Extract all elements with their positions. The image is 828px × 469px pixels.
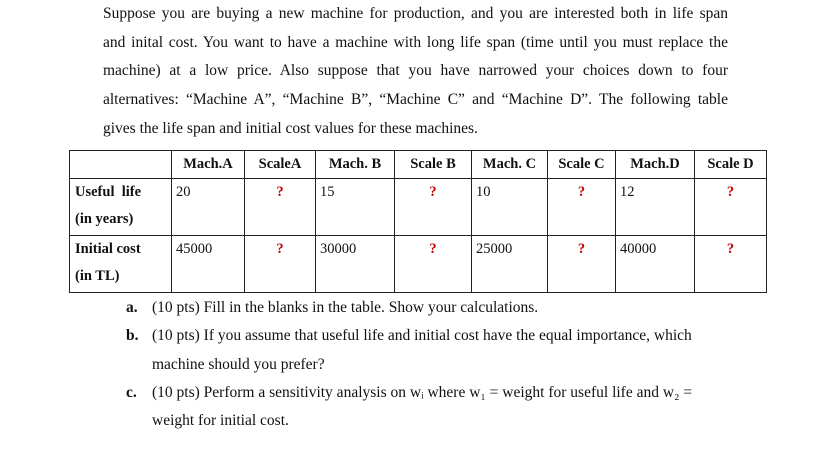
question-letter: a.: [126, 299, 138, 316]
row-label-line2: (in years): [75, 211, 134, 227]
table-cell: 45000: [172, 236, 245, 293]
missing-value-cell: ?: [245, 179, 316, 236]
missing-value-cell: ?: [395, 179, 472, 236]
question-text-line: (10 pts) Perform a sensitivity analysis on wᵢ where w₁ = weight for useful life and w₂ =: [152, 383, 693, 401]
intro-line: gives the life span and initial cost values for these machines.: [103, 119, 478, 137]
question-list: [126, 294, 736, 435]
table-cell: 40000: [616, 236, 695, 293]
table-row: [70, 179, 767, 236]
row-label-line2: (in TL): [75, 268, 120, 284]
table-row: [70, 236, 767, 293]
table-header-row: [70, 151, 767, 179]
missing-value-cell: ?: [548, 179, 616, 236]
intro-line: and inital cost. You want to have a machine with long life span (time until you must replace the: [103, 33, 728, 51]
question-text: (10 pts) Fill in the blanks in the table. Show your calculations.: [152, 299, 539, 316]
table-cell: 10: [472, 179, 548, 236]
table-cell: 15: [316, 179, 395, 236]
table-header: Mach. B: [316, 151, 395, 179]
table-cell: 12: [616, 179, 695, 236]
row-label: [70, 179, 172, 236]
table-cell: 25000: [472, 236, 548, 293]
table-header: Mach.A: [172, 151, 245, 179]
table-header: Mach.D: [616, 151, 695, 179]
question-text-line: machine should you prefer?: [152, 355, 325, 373]
intro-paragraph: [103, 0, 728, 143]
missing-value-cell: ?: [395, 236, 472, 293]
table-header: Mach. C: [472, 151, 548, 179]
missing-value-cell: ?: [548, 236, 616, 293]
table-header: Scale D: [695, 151, 767, 179]
row-label: [70, 236, 172, 293]
missing-value-cell: ?: [695, 236, 767, 293]
row-label-line1: Useful life: [75, 184, 142, 200]
question-item-a: [126, 294, 736, 322]
table-header: Scale C: [548, 151, 616, 179]
missing-value-cell: ?: [245, 236, 316, 293]
row-label-line1: Initial cost: [75, 241, 141, 257]
table-header: ScaleA: [245, 151, 316, 179]
table-cell: 30000: [316, 236, 395, 293]
question-item-c: [126, 379, 736, 436]
question-text-line: (10 pts) If you assume that useful life and initial cost have the equal importance, which: [152, 327, 692, 345]
table-cell: 20: [172, 179, 245, 236]
question-text-line: weight for initial cost.: [152, 412, 289, 430]
intro-line: machine) at a low price. Also suppose that you have narrowed your choices down to four: [103, 62, 728, 80]
table-header: Scale B: [395, 151, 472, 179]
question-item-b: [126, 322, 736, 379]
machine-table: [69, 150, 767, 293]
table-header-empty: [70, 151, 172, 179]
question-letter: c.: [126, 383, 137, 401]
intro-line: Suppose you are buying a new machine for production, and you are interested both in life span: [103, 5, 728, 22]
intro-line: alternatives: “Machine A”, “Machine B”, “Machine C” and “Machine D”. The following table: [103, 91, 728, 109]
question-text: [152, 322, 736, 379]
question-letter: b.: [126, 327, 139, 345]
missing-value-cell: ?: [695, 179, 767, 236]
question-text: [152, 379, 736, 436]
